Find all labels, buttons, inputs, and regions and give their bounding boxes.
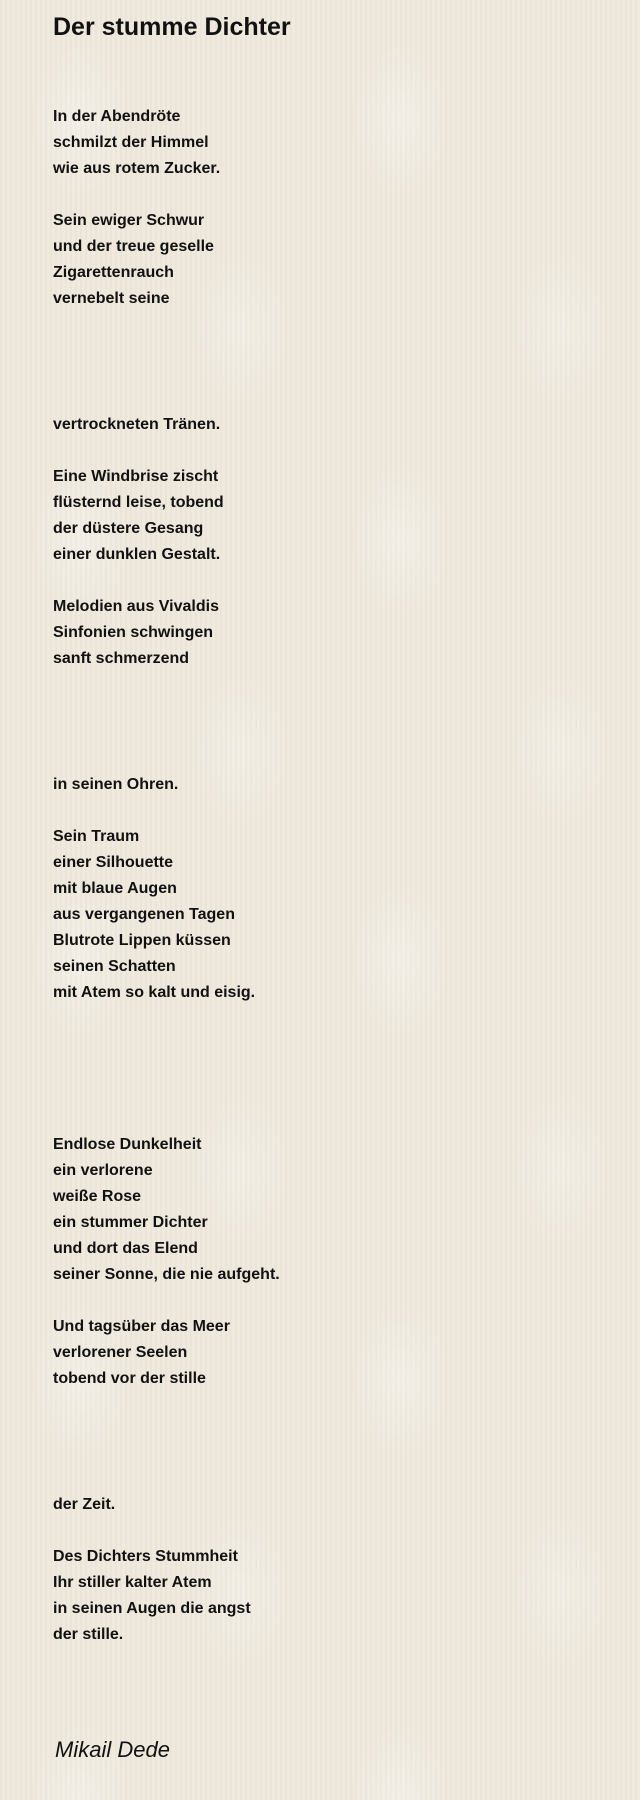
stanza-1 [53,104,613,182]
poem-line: einer Silhouette [53,854,174,871]
poem-line: der düstere Gesang [53,520,204,537]
stanza-9 [53,1314,613,1392]
poem-line: aus vergangenen Tagen [53,906,235,923]
poem-title: Der stumme Dichter [53,13,291,41]
poem-line: Ihr stiller kalter Atem [53,1574,212,1591]
poem-line: seiner Sonne, die nie aufgeht. [53,1266,280,1283]
poem-line: verlorener Seelen [53,1344,188,1361]
poem-line: mit Atem so kalt und eisig. [53,984,256,1001]
poem-line: Zigarettenrauch [53,264,174,281]
poem-line: und der treue geselle [53,238,214,255]
poem-body [53,104,613,1648]
poem-line: ein stummer Dichter [53,1214,208,1231]
poem-line: der stille. [53,1626,124,1643]
poem-line: Sein Traum [53,828,140,845]
stanza-10 [53,1492,613,1518]
poem-line: weiße Rose [53,1188,142,1205]
poem-line: Eine Windbrise zischt [53,468,219,485]
poem-line: Und tagsüber das Meer [53,1318,230,1335]
poem-line: Sein ewiger Schwur [53,212,205,229]
poem-line: ein verlorene [53,1162,153,1179]
poem-line: wie aus rotem Zucker. [53,160,221,177]
poem-line: Des Dichters Stummheit [53,1548,238,1565]
stanza-4 [53,464,613,568]
stanza-8 [53,1132,613,1288]
poem-line: flüsternd leise, tobend [53,494,224,511]
poem-line: tobend vor der stille [53,1370,206,1387]
poem-line: vernebelt seine [53,290,170,307]
stanza-3 [53,412,613,438]
poem-line: in seinen Augen die angst [53,1600,251,1617]
poem-line: vertrockneten Tränen. [53,416,221,433]
poem-line: in seinen Ohren. [53,776,179,793]
poem-line: In der Abendröte [53,108,181,125]
poem-line: Melodien aus Vivaldis [53,598,219,615]
stanza-5 [53,594,613,672]
poem-line: Endlose Dunkelheit [53,1136,202,1153]
poem-author: Mikail Dede [55,1737,170,1762]
stanza-11 [53,1544,613,1648]
poem-line: der Zeit. [53,1496,116,1513]
poem-line: Sinfonien schwingen [53,624,214,641]
poem-line: einer dunklen Gestalt. [53,546,221,563]
poem-line: schmilzt der Himmel [53,134,209,151]
stanza-7 [53,824,613,1006]
stanza-6 [53,772,613,798]
poem-line: mit blaue Augen [53,880,177,897]
poem-line: und dort das Elend [53,1240,198,1257]
stanza-2 [53,208,613,312]
poem-line: seinen Schatten [53,958,176,975]
poem-line: Blutrote Lippen küssen [53,932,231,949]
poem-line: sanft schmerzend [53,650,190,667]
